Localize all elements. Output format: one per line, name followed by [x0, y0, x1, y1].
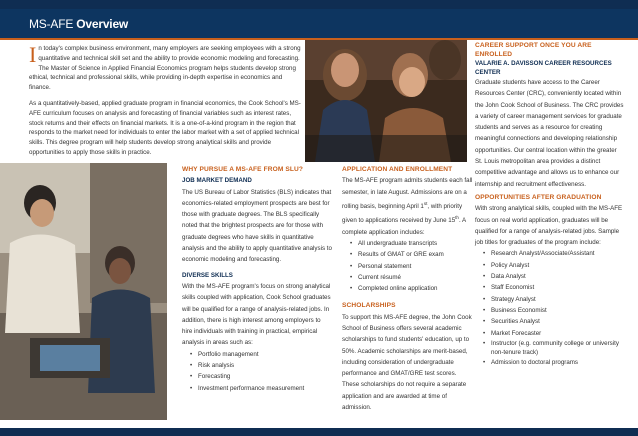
intro-paragraph-2: As a quantitatively-based, applied graduate program in financial economics, the Cook School's MS-AFE curriculum focuses on analysis and forecasting of financial variables such as interest rates, stock returns and their effects on financial markets. It is a one-of-a-kind program in the region that responds to the market need for individuals to enter the labor market with a set of applied technical skills. This degree program will help students develop strong analytical skills and provide opportunities to apply those skills in practice. [29, 99, 301, 156]
why-column [182, 164, 332, 394]
career-center-text: Graduate students have access to the Career Resources Center (CRC), conveniently located within the John Cook School of Business. The CRC provides a variety of career management services for graduate students and serves as a resource for creating meaningful connections and developing relationship opportunities. Our central location within the greater St. Louis metropolitan area provides a distinct competitive advantage and allows us to enhance our internship and recruitment effectiveness. [475, 79, 624, 188]
classroom-photo [305, 40, 467, 162]
list-item: • All undergraduate transcripts [350, 238, 474, 249]
opportunities-heading: OPPORTUNITIES AFTER GRADUATION [475, 193, 602, 201]
career-heading: CAREER SUPPORT ONCE YOU ARE ENROLLED [475, 42, 592, 58]
diverse-skills-heading: DIVERSE SKILLS [182, 271, 233, 279]
application-column [342, 164, 474, 413]
list-item: • Current résumé [350, 272, 474, 283]
application-list [342, 238, 474, 294]
career-column [475, 41, 625, 368]
page-title: MS-AFE Overview [29, 17, 129, 31]
list-item: • Admission to doctoral programs [483, 357, 625, 368]
job-market-heading: JOB MARKET DEMAND [182, 177, 252, 185]
list-item: • Forecasting [190, 371, 332, 382]
application-text: The MS-AFE program admits students each fall semester, in late August. Admissions are on a rolling basis, beginning April 1st, with priority given to applications received by June 15th. A complete application includes: [342, 177, 473, 236]
list-item: • Completed online application [350, 283, 474, 294]
list-item: • Strategy Analyst [483, 294, 625, 305]
intro-paragraph-1: In today's complex business environment, many employers are seeking employees with a strong quantitative and technical skill set and the ability to provide economic modeling and forecasting. The Master of Science in Applied Financial Economics program helps students develop strong ethical, technical and professional skills, while providing in-depth expertise in economics and finance. [29, 42, 301, 92]
application-heading: APPLICATION AND ENROLLMENT [342, 166, 453, 173]
list-item: • Policy Analyst [483, 260, 625, 271]
scholarships-text: To support this MS-AFE degree, the John Cook School of Business offers several academic scholarships to fund students' education, up to 50%. Academic scholarships are merit-based, including consideration of undergraduate performance and GMAT/GRE test scores. These scholarships do not require a separate application and are awarded at time of admission. [342, 313, 472, 412]
drop-cap: I [29, 42, 37, 67]
job-market-text: The US Bureau of Labor Statistics (BLS) indicates that economics-related employment prospects are best for those with graduate degrees. The BLS specifically noted that the brightest prospects are for those with graduate degrees who have skills in quantitative analysis and the ability to apply quantitative analysis to economic modeling and forecasting. [182, 188, 332, 264]
list-item: • Research Analyst/Associate/Assistant [483, 248, 625, 259]
list-item: • Results of GMAT or GRE exam [350, 249, 474, 260]
list-item: • Investment performance measurement [190, 383, 332, 394]
list-item: • Business Economist [483, 305, 625, 316]
list-item: • Data Analyst [483, 271, 625, 282]
skills-list [182, 349, 332, 394]
list-item: • Securities Analyst [483, 316, 625, 327]
opportunities-text: With strong analytical skills, coupled with the MS-AFE focus on real world application, graduates will be qualified for a range of analysis-related jobs. Sample job titles for graduates of the program include: [475, 205, 623, 247]
list-item: • Portfolio management [190, 349, 332, 360]
list-item: • Personal statement [350, 261, 474, 272]
career-center-heading: VALARIE A. DAVISSON CAREER RESOURCES CENTER [475, 60, 612, 76]
campus-students-photo [0, 163, 167, 420]
list-item: • Instructor (e.g. community college or university non-tenure track) [483, 339, 625, 357]
intro-section [29, 44, 301, 164]
list-item: • Market Forecaster [483, 328, 625, 339]
list-item: • Staff Economist [483, 282, 625, 293]
top-bar [0, 0, 638, 9]
scholarships-heading: SCHOLARSHIPS [342, 302, 396, 310]
title-bar [0, 9, 638, 38]
why-heading: WHY PURSUE A MS-AFE FROM SLU? [182, 166, 303, 173]
job-titles-list [475, 248, 625, 368]
list-item: • Risk analysis [190, 360, 332, 371]
diverse-skills-text: With the MS-AFE program's focus on strong analytical skills coupled with application, Cook School graduates will be qualified for a range of analysis-related jobs. In addition, there is high interest among employers to hire individuals with training in practical, empirical analysis in areas such as: [182, 282, 331, 347]
bottom-bar [0, 428, 638, 436]
